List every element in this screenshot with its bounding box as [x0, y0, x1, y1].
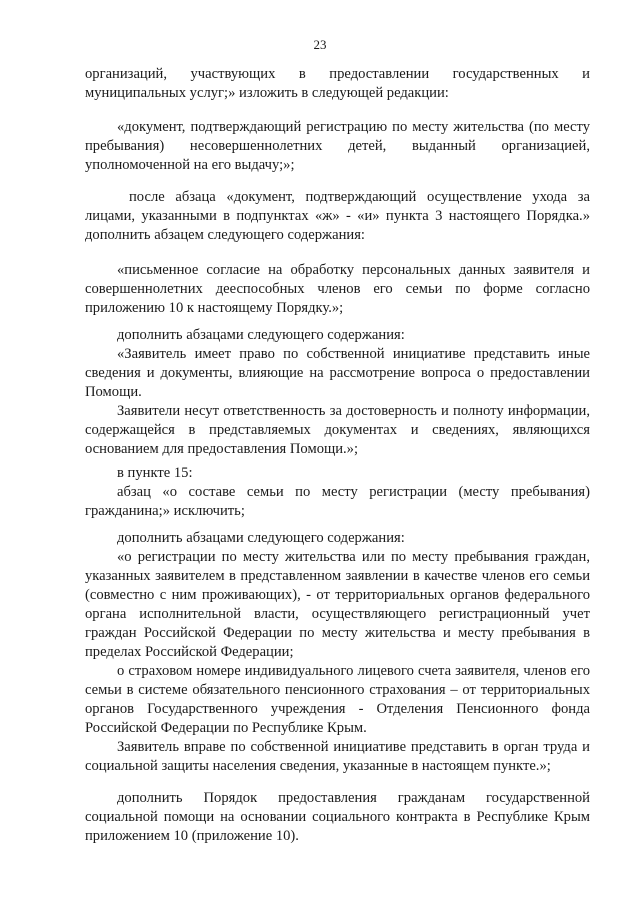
paragraph-consent: «письменное согласие на обработку персональных данных заявителя и совершеннолетних дееспособных членов его семьи по форме согласно приложению 10 к настоящему Порядку.»; — [85, 262, 590, 316]
paragraph-applicants-responsibility: Заявители несут ответственность за достоверность и полноту информации, содержащейся в представляемых документах и сведениях, являющихся основанием для предоставления Помощи.»; — [85, 403, 590, 457]
paragraph-exclude-abzac: абзац «о составе семьи по месту регистрации (месту пребывания) гражданина;» исключить; — [85, 484, 590, 519]
paragraph-add-abzacs-2: дополнить абзацами следующего содержания: — [117, 530, 405, 546]
paragraph-registration-info: «о регистрации по месту жительства или по месту пребывания граждан, указанных заявителем в представленном заявлении в качестве членов его семьи (совместно с ним проживающих), - от территориальных органов федерального органа исполнительной власти, осуществляющего регистрационный учет граждан Российской Федерации по месту жительства и месту пребывания в пределах Российской Федерации; — [85, 549, 590, 660]
paragraph-supplement-procedure: дополнить Порядок предоставления гражданам государственной социальной помощи на основании социального контракта в Республике Крым приложением 10 (приложение 10). — [85, 790, 590, 844]
paragraph-continuation: организаций, участвующих в предоставлении государственных и муниципальных услуг;» изложить в следующей редакции: — [85, 66, 590, 101]
paragraph-after-abzac: после абзаца «документ, подтверждающий осуществление ухода за лицами, указанными в подпунктах «ж» - «и» пункта 3 настоящего Порядка.» дополнить абзацем следующего содержания: — [85, 189, 590, 243]
paragraph-insurance-number: о страховом номере индивидуального лицевого счета заявителя, членов его семьи в системе обязательного пенсионного страхования – от территориальных органов Государственного учреждения - Отделения Пенсионного фонда Российской Федерации по Республике Крым. — [85, 663, 590, 736]
paragraph-point-15: в пункте 15: — [117, 465, 193, 481]
page-number: 23 — [313, 37, 327, 52]
paragraph-add-abzacs-1: дополнить абзацами следующего содержания: — [117, 327, 405, 343]
paragraph-document-registration: «документ, подтверждающий регистрацию по месту жительства (по месту пребывания) несовершеннолетних детей, выданный организацией, уполномоченной на его выдачу;»; — [85, 119, 590, 173]
paragraph-applicant-right: «Заявитель имеет право по собственной инициативе представить иные сведения и документы, влияющие на рассмотрение вопроса о предоставлении Помощи. — [85, 346, 590, 400]
paragraph-applicant-may-submit: Заявитель вправе по собственной инициативе представить в орган труда и социальной защиты населения сведения, указанные в настоящем пункте.»; — [85, 739, 590, 774]
